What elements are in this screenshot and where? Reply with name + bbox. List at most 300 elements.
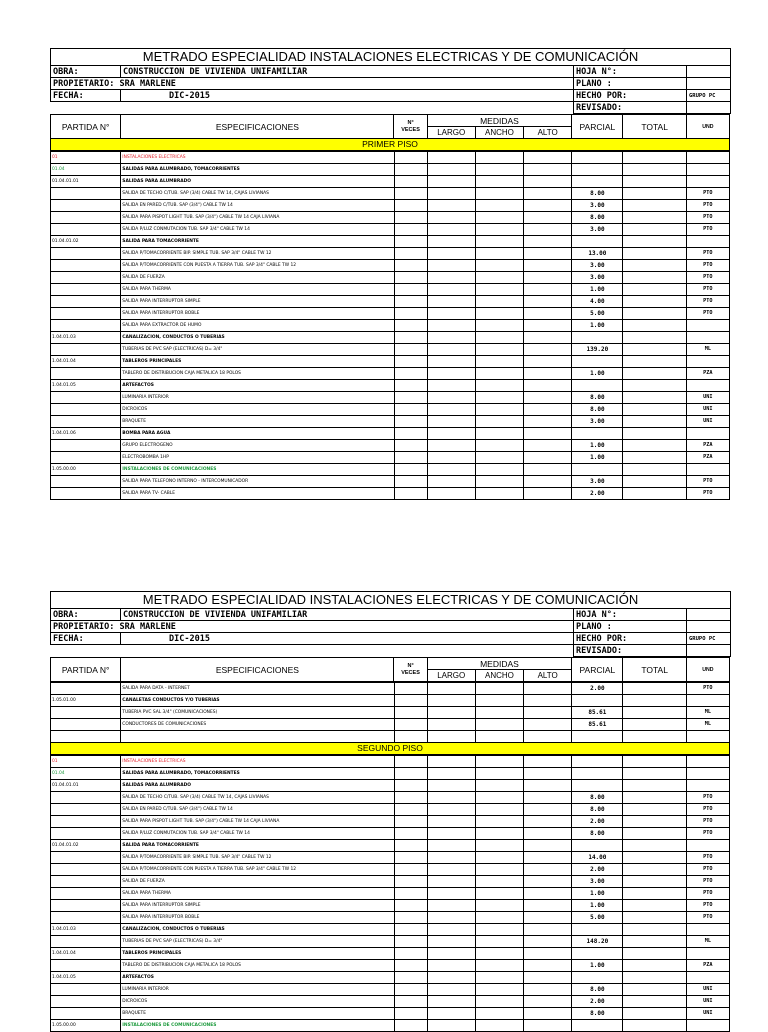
veces-cell bbox=[394, 164, 427, 176]
und-cell: UNI bbox=[686, 392, 729, 404]
total-cell bbox=[623, 936, 686, 948]
table-row bbox=[51, 320, 730, 332]
largo-cell bbox=[427, 960, 475, 972]
fecha-label: FECHA: bbox=[51, 90, 121, 102]
spec-cell: SALIDA PARA THERMA bbox=[121, 888, 394, 900]
total-cell bbox=[623, 164, 686, 176]
propietario-label: PROPIETARIO: bbox=[53, 621, 115, 632]
alto-cell bbox=[524, 176, 572, 188]
parcial-cell: 5.00 bbox=[572, 912, 623, 924]
col-und: UND bbox=[686, 115, 729, 139]
col-parcial: PARCIAL bbox=[572, 115, 623, 139]
spec-cell: SALIDA PARA INTERRUPTOR SIMPLE bbox=[121, 900, 394, 912]
und-cell: PZA bbox=[686, 440, 729, 452]
alto-cell bbox=[524, 804, 572, 816]
ancho-cell bbox=[475, 176, 523, 188]
parcial-cell: 13.00 bbox=[572, 248, 623, 260]
veces-cell bbox=[394, 804, 427, 816]
ancho-cell bbox=[475, 464, 523, 476]
col-largo: LARGO bbox=[427, 670, 475, 682]
col-largo: LARGO bbox=[427, 127, 475, 139]
table-row bbox=[51, 864, 730, 876]
alto-cell bbox=[524, 984, 572, 996]
parcial-cell bbox=[572, 464, 623, 476]
ancho-cell bbox=[475, 840, 523, 852]
veces-cell bbox=[394, 756, 427, 768]
partida-cell: 1.04.01.04 bbox=[51, 356, 121, 368]
ancho-cell bbox=[475, 200, 523, 212]
ancho-cell bbox=[475, 912, 523, 924]
col-partida: PARTIDA N° bbox=[51, 658, 121, 682]
alto-cell bbox=[524, 864, 572, 876]
alto-cell bbox=[524, 768, 572, 780]
total-cell bbox=[623, 176, 686, 188]
parcial-cell: 1.00 bbox=[572, 452, 623, 464]
parcial-cell: 14.00 bbox=[572, 852, 623, 864]
total-cell bbox=[623, 332, 686, 344]
ancho-cell bbox=[475, 924, 523, 936]
largo-cell bbox=[427, 200, 475, 212]
document-title: METRADO ESPECIALIDAD INSTALACIONES ELECTRICAS Y DE COMUNICACIÓN bbox=[51, 592, 731, 609]
veces-cell bbox=[394, 224, 427, 236]
und-cell: PTO bbox=[686, 248, 729, 260]
partida-cell: 1.04.01.05 bbox=[51, 972, 121, 984]
ancho-cell bbox=[475, 188, 523, 200]
largo-cell bbox=[427, 368, 475, 380]
table-row bbox=[51, 200, 730, 212]
und-cell bbox=[686, 164, 729, 176]
alto-cell bbox=[524, 912, 572, 924]
veces-cell bbox=[394, 719, 427, 731]
partida-cell bbox=[51, 404, 121, 416]
ancho-cell bbox=[475, 428, 523, 440]
und-cell bbox=[686, 948, 729, 960]
spec-cell: INSTALACIONES ELECTRICAS bbox=[121, 152, 394, 164]
parcial-cell: 1.00 bbox=[572, 320, 623, 332]
und-cell: PTO bbox=[686, 816, 729, 828]
ancho-cell bbox=[475, 296, 523, 308]
veces-cell bbox=[394, 695, 427, 707]
spec-cell: GRUPO ELECTROGENO bbox=[121, 440, 394, 452]
parcial-cell bbox=[572, 695, 623, 707]
largo-cell bbox=[427, 719, 475, 731]
und-cell: ML bbox=[686, 707, 729, 719]
table-row bbox=[51, 828, 730, 840]
ancho-cell bbox=[475, 756, 523, 768]
spec-cell: SALIDA EN PARED C/TUB. SAP (3/4") CABLE TW 14 bbox=[121, 200, 394, 212]
col-veces-top: N° bbox=[407, 662, 414, 669]
und-cell bbox=[686, 924, 729, 936]
ancho-cell bbox=[475, 332, 523, 344]
col-medidas: MEDIDAS bbox=[427, 658, 572, 670]
plano-label: PLANO : bbox=[574, 78, 687, 90]
parcial-cell: 85.61 bbox=[572, 707, 623, 719]
parcial-cell: 2.00 bbox=[572, 683, 623, 695]
largo-cell bbox=[427, 236, 475, 248]
col-alto: ALTO bbox=[524, 670, 572, 682]
alto-cell bbox=[524, 683, 572, 695]
table-row bbox=[51, 683, 730, 695]
partida-cell: 1.04.01.05 bbox=[51, 380, 121, 392]
largo-cell bbox=[427, 996, 475, 1008]
und-cell bbox=[686, 1020, 729, 1032]
total-cell bbox=[623, 683, 686, 695]
spec-cell: SALIDA PARA TV- CABLE bbox=[121, 488, 394, 500]
total-cell bbox=[623, 792, 686, 804]
spec-cell: SALIDA PARA TOMACORRIENTE bbox=[121, 840, 394, 852]
propietario-value: SRA MARLENE bbox=[119, 621, 176, 632]
und-cell: PTO bbox=[686, 828, 729, 840]
spec-cell: SALIDA PARA DATA - INTERNET bbox=[121, 683, 394, 695]
parcial-cell: 2.00 bbox=[572, 864, 623, 876]
ancho-cell bbox=[475, 816, 523, 828]
ancho-cell bbox=[475, 888, 523, 900]
largo-cell bbox=[427, 840, 475, 852]
largo-cell bbox=[427, 972, 475, 984]
alto-cell bbox=[524, 780, 572, 792]
ancho-cell bbox=[475, 804, 523, 816]
parcial-cell: 3.00 bbox=[572, 272, 623, 284]
col-veces bbox=[394, 115, 427, 139]
parcial-cell bbox=[572, 731, 623, 743]
alto-cell bbox=[524, 852, 572, 864]
largo-cell bbox=[427, 828, 475, 840]
partida-cell bbox=[51, 719, 121, 731]
partida-cell bbox=[51, 900, 121, 912]
table-row bbox=[51, 731, 730, 743]
veces-cell bbox=[394, 852, 427, 864]
veces-cell bbox=[394, 731, 427, 743]
ancho-cell bbox=[475, 731, 523, 743]
hecho-label: HECHO POR: bbox=[574, 90, 687, 102]
parcial-cell: 2.00 bbox=[572, 816, 623, 828]
fecha-value: DIC-2015 bbox=[121, 90, 574, 102]
und-cell: PTO bbox=[686, 683, 729, 695]
veces-cell bbox=[394, 888, 427, 900]
partida-cell bbox=[51, 984, 121, 996]
partida-cell: 1.05.00.00 bbox=[51, 1020, 121, 1032]
spec-cell: SALIDA P/TOMACORRIENTE CON PUESTA A TIERRA TUB. SAP 3/4" CABLE TW 12 bbox=[121, 864, 394, 876]
ancho-cell bbox=[475, 452, 523, 464]
table-row bbox=[51, 164, 730, 176]
ancho-cell bbox=[475, 828, 523, 840]
parcial-cell: 85.61 bbox=[572, 719, 623, 731]
partida-cell: 01.04.01.01 bbox=[51, 176, 121, 188]
parcial-cell: 3.00 bbox=[572, 476, 623, 488]
total-cell bbox=[623, 428, 686, 440]
table-row bbox=[51, 852, 730, 864]
hecho-value: GRUPO PC bbox=[687, 633, 731, 645]
alto-cell bbox=[524, 212, 572, 224]
und-cell: PTO bbox=[686, 272, 729, 284]
veces-cell bbox=[394, 984, 427, 996]
partida-cell bbox=[51, 804, 121, 816]
veces-cell bbox=[394, 380, 427, 392]
und-cell: ML bbox=[686, 719, 729, 731]
total-cell bbox=[623, 188, 686, 200]
spec-cell: CANALIZACION, CONDUCTOS O TUBERIAS bbox=[121, 924, 394, 936]
ancho-cell bbox=[475, 768, 523, 780]
partida-cell bbox=[51, 996, 121, 1008]
veces-cell bbox=[394, 440, 427, 452]
ancho-cell bbox=[475, 308, 523, 320]
largo-cell bbox=[427, 1008, 475, 1020]
parcial-cell bbox=[572, 924, 623, 936]
und-cell: ML bbox=[686, 344, 729, 356]
parcial-cell: 1.00 bbox=[572, 888, 623, 900]
table-row bbox=[51, 404, 730, 416]
largo-cell bbox=[427, 284, 475, 296]
largo-cell bbox=[427, 440, 475, 452]
ancho-cell bbox=[475, 284, 523, 296]
table-row bbox=[51, 876, 730, 888]
total-cell bbox=[623, 876, 686, 888]
partida-cell bbox=[51, 368, 121, 380]
table-row bbox=[51, 260, 730, 272]
spec-cell: SALIDA PARA TELEFONO INTERNO - INTERCOMUNICADOR bbox=[121, 476, 394, 488]
spec-cell: ARTEFACTOS bbox=[121, 380, 394, 392]
largo-cell bbox=[427, 948, 475, 960]
total-cell bbox=[623, 960, 686, 972]
alto-cell bbox=[524, 936, 572, 948]
parcial-cell bbox=[572, 236, 623, 248]
col-total: TOTAL bbox=[623, 658, 686, 682]
spec-cell: SALIDA PARA INTERRUPTOR BOBLE bbox=[121, 912, 394, 924]
spec-cell: SALIDA DE FUERZA bbox=[121, 272, 394, 284]
col-especificaciones: ESPECIFICACIONES bbox=[121, 658, 394, 682]
alto-cell bbox=[524, 707, 572, 719]
veces-cell bbox=[394, 792, 427, 804]
alto-cell bbox=[524, 900, 572, 912]
col-parcial: PARCIAL bbox=[572, 658, 623, 682]
spec-cell: DICROICOS bbox=[121, 996, 394, 1008]
total-cell bbox=[623, 756, 686, 768]
partida-cell bbox=[51, 188, 121, 200]
ancho-cell bbox=[475, 260, 523, 272]
spec-cell: SALIDA EN PARED C/TUB. SAP (3/4") CABLE TW 14 bbox=[121, 804, 394, 816]
spec-cell: SALIDAS PARA ALUMBRADO bbox=[121, 780, 394, 792]
total-cell bbox=[623, 924, 686, 936]
ancho-cell bbox=[475, 948, 523, 960]
und-cell: PTO bbox=[686, 284, 729, 296]
partida-cell bbox=[51, 308, 121, 320]
spec-cell: INSTALACIONES ELECTRICAS bbox=[121, 756, 394, 768]
spec-cell: SALIDAS PARA ALUMBRADO bbox=[121, 176, 394, 188]
table-row bbox=[51, 152, 730, 164]
partida-cell bbox=[51, 912, 121, 924]
veces-cell bbox=[394, 428, 427, 440]
partida-cell: 01.04.01.02 bbox=[51, 840, 121, 852]
largo-cell bbox=[427, 152, 475, 164]
propietario-label: PROPIETARIO: bbox=[53, 78, 115, 89]
und-cell: PTO bbox=[686, 476, 729, 488]
und-cell bbox=[686, 464, 729, 476]
col-ancho: ANCHO bbox=[475, 127, 523, 139]
table-row bbox=[51, 756, 730, 768]
partida-cell bbox=[51, 816, 121, 828]
revisado-label: REVISADO: bbox=[574, 645, 687, 657]
largo-cell bbox=[427, 695, 475, 707]
parcial-cell: 1.00 bbox=[572, 900, 623, 912]
table-row bbox=[51, 344, 730, 356]
total-cell bbox=[623, 1008, 686, 1020]
alto-cell bbox=[524, 960, 572, 972]
largo-cell bbox=[427, 792, 475, 804]
spec-cell: SALIDA P/TOMACORRIENTE CON PUESTA A TIERRA TUB. SAP 3/4" CABLE TW 12 bbox=[121, 260, 394, 272]
ancho-cell bbox=[475, 416, 523, 428]
obra-value: CONSTRUCCION DE VIVIENDA UNIFAMILIAR bbox=[121, 66, 574, 78]
und-cell: PTO bbox=[686, 792, 729, 804]
veces-cell bbox=[394, 320, 427, 332]
largo-cell bbox=[427, 804, 475, 816]
table-row bbox=[51, 272, 730, 284]
alto-cell bbox=[524, 488, 572, 500]
total-cell bbox=[623, 864, 686, 876]
parcial-cell: 1.00 bbox=[572, 368, 623, 380]
veces-cell bbox=[394, 972, 427, 984]
largo-cell bbox=[427, 984, 475, 996]
total-cell bbox=[623, 356, 686, 368]
table-row bbox=[51, 392, 730, 404]
total-cell bbox=[623, 996, 686, 1008]
hoja-label: HOJA N°: bbox=[574, 66, 687, 78]
largo-cell bbox=[427, 272, 475, 284]
table-row bbox=[51, 428, 730, 440]
und-cell: UNI bbox=[686, 404, 729, 416]
plano-value bbox=[687, 78, 731, 90]
largo-cell bbox=[427, 392, 475, 404]
largo-cell bbox=[427, 164, 475, 176]
ancho-cell bbox=[475, 404, 523, 416]
partida-cell: 01.04.01.01 bbox=[51, 780, 121, 792]
obra-label: OBRA: bbox=[51, 609, 121, 621]
und-cell: PTO bbox=[686, 296, 729, 308]
table-row bbox=[51, 284, 730, 296]
ancho-cell bbox=[475, 164, 523, 176]
parcial-cell: 4.00 bbox=[572, 296, 623, 308]
total-cell bbox=[623, 828, 686, 840]
veces-cell bbox=[394, 356, 427, 368]
spec-cell: SALIDA P/TOMACORRIENTE BIP. SIMPLE TUB. SAP 3/4" CABLE TW 12 bbox=[121, 248, 394, 260]
veces-cell bbox=[394, 368, 427, 380]
total-cell bbox=[623, 416, 686, 428]
veces-cell bbox=[394, 176, 427, 188]
veces-cell bbox=[394, 912, 427, 924]
table-row bbox=[51, 368, 730, 380]
spec-cell: SALIDA P/LUZ CONMUTACION TUB. SAP 3/4" CABLE TW 14 bbox=[121, 828, 394, 840]
table-row bbox=[51, 308, 730, 320]
largo-cell bbox=[427, 344, 475, 356]
veces-cell bbox=[394, 900, 427, 912]
spec-cell: LUMINARIA INTERIOR bbox=[121, 392, 394, 404]
hecho-label: HECHO POR: bbox=[574, 633, 687, 645]
ancho-cell bbox=[475, 707, 523, 719]
partida-cell bbox=[51, 1008, 121, 1020]
parcial-cell: 1.00 bbox=[572, 440, 623, 452]
alto-cell bbox=[524, 476, 572, 488]
blank-cell bbox=[51, 645, 574, 657]
alto-cell bbox=[524, 695, 572, 707]
parcial-cell bbox=[572, 768, 623, 780]
spec-cell: TABLERO DE DISTRIBUCION CAJA METALICA 18 POLOS bbox=[121, 368, 394, 380]
total-cell bbox=[623, 768, 686, 780]
parcial-cell: 148.20 bbox=[572, 936, 623, 948]
veces-cell bbox=[394, 416, 427, 428]
alto-cell bbox=[524, 996, 572, 1008]
und-cell: PTO bbox=[686, 260, 729, 272]
parcial-cell: 1.00 bbox=[572, 284, 623, 296]
spec-cell: TUBERIAS DE PVC SAP (ELECTRICAS) D= 3/4" bbox=[121, 936, 394, 948]
und-cell bbox=[686, 176, 729, 188]
alto-cell bbox=[524, 428, 572, 440]
partida-cell: 1.05.01.00 bbox=[51, 695, 121, 707]
spec-cell: SALIDA P/LUZ CONMUTACION TUB. SAP 3/4" CABLE TW 14 bbox=[121, 224, 394, 236]
und-cell: UNI bbox=[686, 996, 729, 1008]
table-row bbox=[51, 332, 730, 344]
veces-cell bbox=[394, 707, 427, 719]
alto-cell bbox=[524, 260, 572, 272]
partida-cell bbox=[51, 852, 121, 864]
parcial-cell bbox=[572, 780, 623, 792]
und-cell: PTO bbox=[686, 200, 729, 212]
largo-cell bbox=[427, 188, 475, 200]
total-cell bbox=[623, 296, 686, 308]
total-cell bbox=[623, 780, 686, 792]
largo-cell bbox=[427, 176, 475, 188]
total-cell bbox=[623, 912, 686, 924]
ancho-cell bbox=[475, 996, 523, 1008]
veces-cell bbox=[394, 344, 427, 356]
und-cell bbox=[686, 756, 729, 768]
table-row bbox=[51, 440, 730, 452]
veces-cell bbox=[394, 404, 427, 416]
partida-cell: 1.04.01.06 bbox=[51, 428, 121, 440]
und-cell bbox=[686, 840, 729, 852]
total-cell bbox=[623, 380, 686, 392]
spec-cell: ELECTROBOMBA 1HP bbox=[121, 452, 394, 464]
parcial-cell: 8.00 bbox=[572, 1008, 623, 1020]
partida-cell bbox=[51, 224, 121, 236]
spec-cell: SALIDA PARA THERMA bbox=[121, 284, 394, 296]
blank-cell bbox=[51, 102, 574, 114]
largo-cell bbox=[427, 356, 475, 368]
revisado-label: REVISADO: bbox=[574, 102, 687, 114]
partida-cell: 1.04.01.03 bbox=[51, 332, 121, 344]
und-cell: UNI bbox=[686, 984, 729, 996]
table-row bbox=[51, 188, 730, 200]
alto-cell bbox=[524, 840, 572, 852]
parcial-cell: 8.00 bbox=[572, 792, 623, 804]
veces-cell bbox=[394, 960, 427, 972]
partida-cell: 1.05.00.00 bbox=[51, 464, 121, 476]
und-cell: PTO bbox=[686, 488, 729, 500]
hoja-value bbox=[687, 609, 731, 621]
partida-cell bbox=[51, 284, 121, 296]
obra-label: OBRA: bbox=[51, 66, 121, 78]
parcial-cell: 8.00 bbox=[572, 804, 623, 816]
spec-cell: SALIDA P/TOMACORRIENTE BIP. SIMPLE TUB. SAP 3/4" CABLE TW 12 bbox=[121, 852, 394, 864]
spec-cell: CANALIZACION, CONDUCTOS O TUBERIAS bbox=[121, 332, 394, 344]
parcial-cell bbox=[572, 756, 623, 768]
und-cell bbox=[686, 152, 729, 164]
table-row bbox=[51, 476, 730, 488]
und-cell: UNI bbox=[686, 416, 729, 428]
largo-cell bbox=[427, 476, 475, 488]
ancho-cell bbox=[475, 392, 523, 404]
und-cell: PTO bbox=[686, 188, 729, 200]
total-cell bbox=[623, 236, 686, 248]
und-cell bbox=[686, 332, 729, 344]
